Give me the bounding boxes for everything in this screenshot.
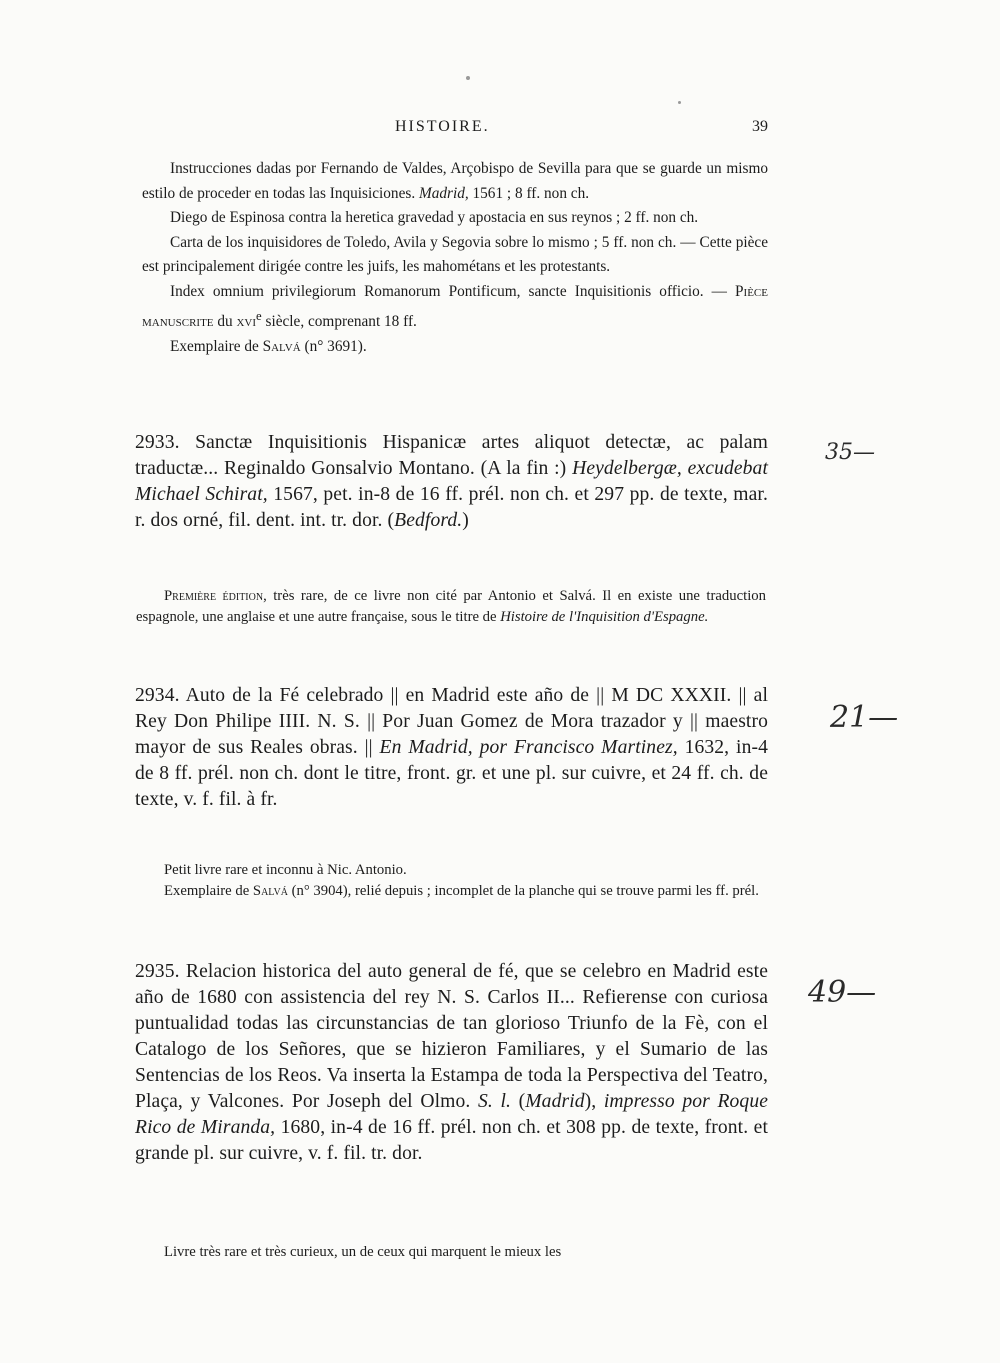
entry-2935 xyxy=(135,959,768,1167)
paragraph: Carta de los inquisidores de Toledo, Avila y Segovia sobre lo mismo ; 5 ff. non ch. — Cette pièce est principalement dirigée contre les juifs, les mahométans et les protestants. xyxy=(142,233,768,275)
entry-2933-note xyxy=(136,586,766,628)
running-title: HISTOIRE. xyxy=(395,118,490,135)
paragraph: Diego de Espinosa contra la heretica gravedad y apostacia en sus reynos ; 2 ff. non ch. xyxy=(170,209,699,226)
margin-price-2934: 21— xyxy=(830,700,899,735)
entry-2935-note-text: Livre très rare et très curieux, un de ceux qui marquent le mieux les xyxy=(164,1244,562,1260)
paper-speck xyxy=(678,101,681,104)
paragraph: Petit livre rare et inconnu à Nic. Antonio. xyxy=(164,862,407,878)
paper-speck xyxy=(466,76,470,80)
page-number: 39 xyxy=(752,118,768,135)
paragraph: Instrucciones dadas por Fernando de Valdes, Arçobispo de Sevilla para que se guarde un mismo estilo de proceder en todas las Inquisiciones. Madrid, 1561 ; 8 ff. non ch. xyxy=(142,160,768,202)
entry-2934 xyxy=(135,683,768,813)
entry-2933 xyxy=(135,430,768,534)
paragraph: Index omnium privilegiorum Romanorum Pontificum, sancte Inquisitionis officio. — Pièce manuscrite du xvi$^e$ siècle, comprenant 18 ff. xyxy=(142,282,768,331)
entry-2933-text: 2933. Sanctæ Inquisitionis Hispanicæ artes aliquot detectæ, ac palam traductæ... Reginaldo Gonsalvio Montano. (A la fin :) Heydelbergæ, excudebat Michael Schirat, 1567, pet. in-8 de 16 ff. prél. non ch. et 297 pp. de texte, mar. r. dos orné, fil. dent. int. tr. dor. (Bedford.) xyxy=(135,432,768,531)
entry-2934-text: 2934. Auto de la Fé celebrado || en Madrid este año de || M DC XXXII. || al Rey Don Philipe IIII. N. S. || Por Juan Gomez de Mora trazador y || maestro mayor de sus Reales obras. || En Madrid, por Francisco Martinez, 1632, in-4 de 8 ff. prél. non ch. dont le titre, front. gr. et une pl. sur cuivre, et 24 ff. ch. de texte, v. f. fil. à fr. xyxy=(135,685,768,810)
paragraph: Exemplaire de Salvá (n° 3691). xyxy=(170,337,367,355)
paragraph: Exemplaire de Salvá (n° 3904), relié depuis ; incomplet de la planche qui se trouve parmi les ff. prél. xyxy=(164,883,759,899)
running-header xyxy=(0,118,1000,140)
entry-2935-text: 2935. Relacion historica del auto general de fé, que se celebro en Madrid este año de 1680 con assistencia del rey N. S. Carlos II... Refierense con curiosa puntualidad todas las circunstancias de tan glorioso Triunfo de la Fè, con el Catalogo de los Señores, que se hizieron Familiares, y el Sumario de las Sentencias de los Reos. Va inserta la Estampa de toda la Perspectiva del Teatro, Plaça, y Valcones. Por Joseph del Olmo. S. l. (Madrid), impresso por Roque Rico de Miranda, 1680, in-4 de 16 ff. prél. non ch. et 308 pp. de texte, front. et grande pl. sur cuivre, v. f. fil. tr. dor. xyxy=(135,961,769,1164)
margin-price-2933: 35— xyxy=(825,440,875,465)
entry-2934-note xyxy=(136,860,766,902)
entry-2935-note xyxy=(136,1242,766,1263)
previous-entry-contents xyxy=(142,157,768,359)
margin-price-2935: 49— xyxy=(808,975,877,1010)
entry-2933-note-text: Première édition, très rare, de ce livre non cité par Antonio et Salvá. Il en existe une traduction espagnole, une anglaise et une autre française, sous le titre de Histoire de l'Inquisition d'Espagne. xyxy=(136,588,766,625)
